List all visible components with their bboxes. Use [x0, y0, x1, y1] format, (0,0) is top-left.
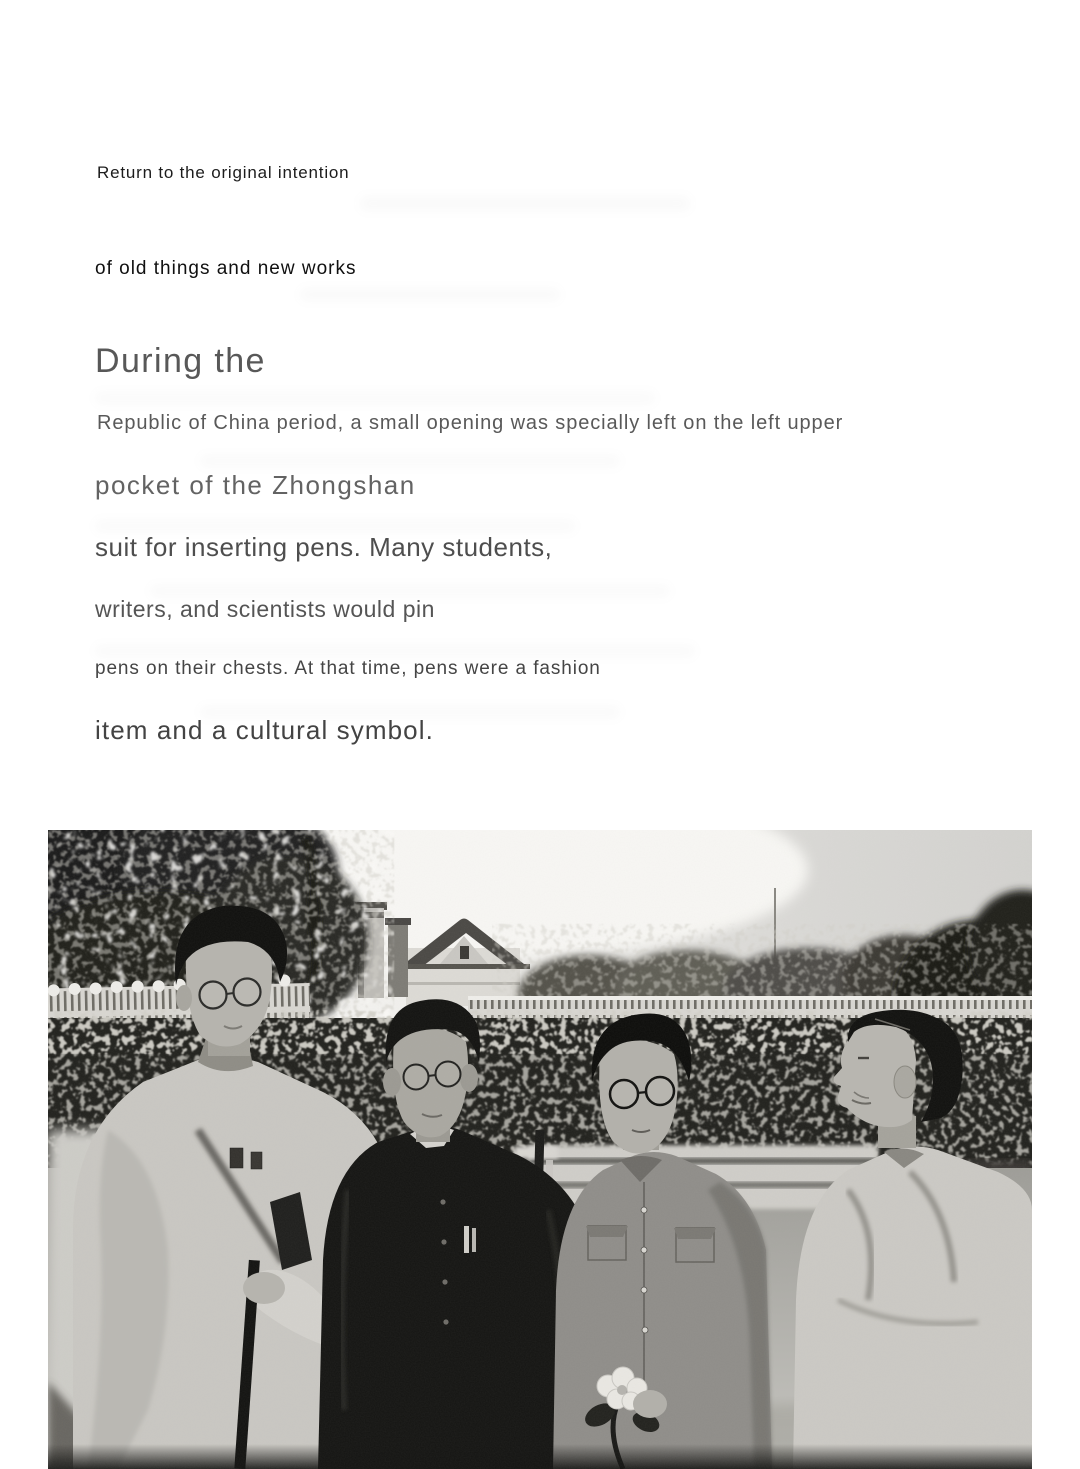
- article-body-line-2: pocket of the Zhongshan: [95, 470, 416, 500]
- article-subtitle: of old things and new works: [95, 258, 357, 279]
- photo-illustration: [48, 830, 1032, 1469]
- article-body-line-5: pens on their chests. At that time, pens were a fashion: [95, 658, 601, 679]
- article-kicker: Return to the original intention: [97, 163, 350, 182]
- article-body-line-4: writers, and scientists would pin: [95, 596, 435, 622]
- article-body-line-3: suit for inserting pens. Many students,: [95, 532, 553, 562]
- article-heading: During the: [95, 342, 266, 380]
- photo: [48, 830, 1032, 1469]
- article-body-line-1: Republic of China period, a small opening was specially left on the left upper: [97, 412, 844, 434]
- photo-grain: [48, 830, 1032, 1469]
- article-body-line-6: item and a cultural symbol.: [95, 715, 434, 745]
